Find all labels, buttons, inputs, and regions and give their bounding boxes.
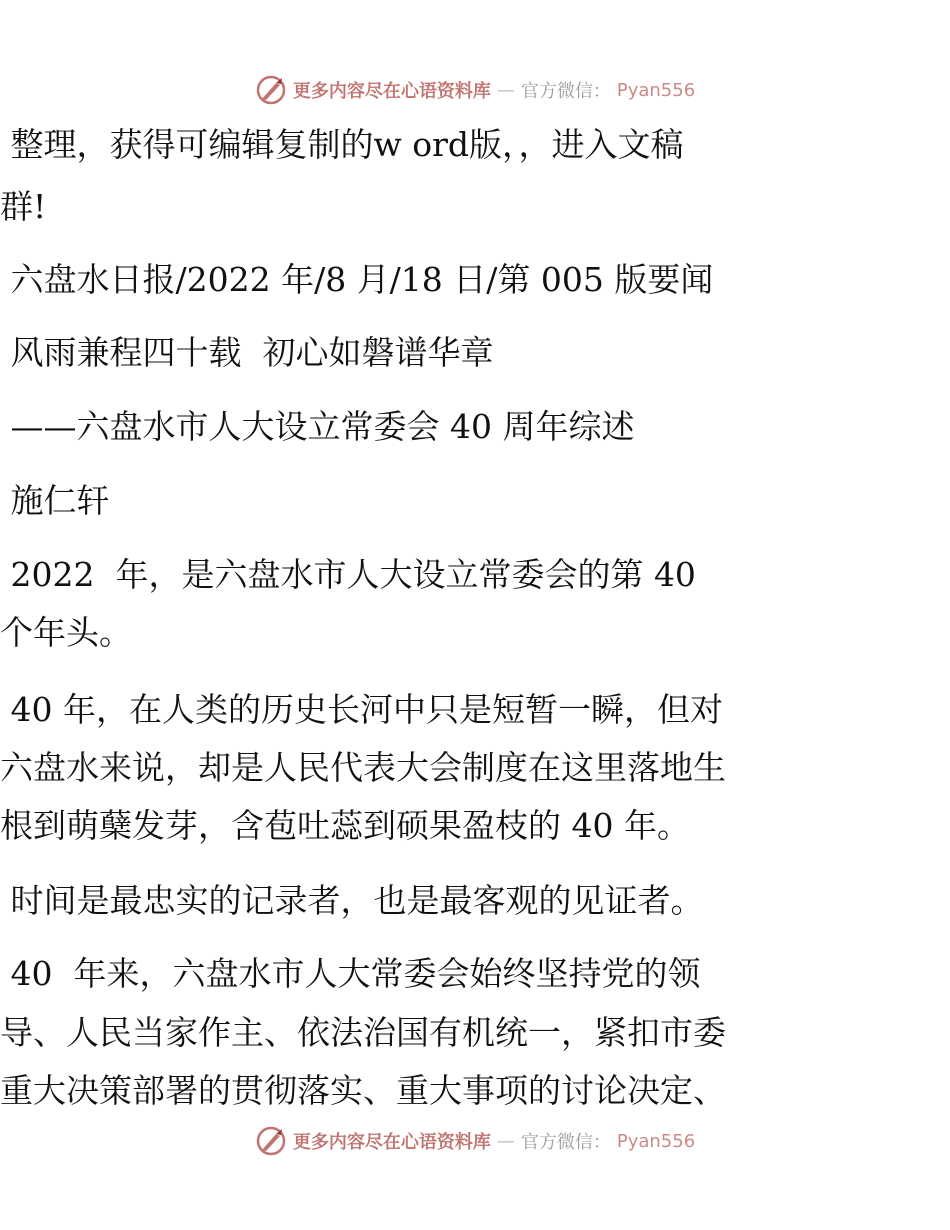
text-line: 群! — [0, 187, 47, 226]
text-line: 导、人民当家作主、依法治国有机统一，紧扣市委 — [0, 1013, 726, 1052]
watermark-main-text: 更多内容尽在心语资料库 — [292, 1132, 491, 1153]
watermark-separator: — — [496, 1130, 515, 1152]
text-line: 整理，获得可编辑复制的w ord版，，进入文稿 — [0, 125, 684, 164]
text-line: 六盘水来说，却是人民代表大会制度在这里落地生 — [0, 748, 726, 787]
watermark-separator: — — [496, 79, 515, 101]
text-line: 40 年来，六盘水市人大常委会始终坚持党的领 — [0, 954, 701, 993]
text-line: 风雨兼程四十载 初心如磐谱华章 — [0, 333, 494, 372]
header-watermark — [0, 74, 950, 106]
watermark-main-text: 更多内容尽在心语资料库 — [292, 81, 491, 102]
text-line: 个年头。 — [0, 613, 132, 652]
watermark-wechat-label: 官方微信： — [520, 1132, 611, 1153]
watermark-wechat-id: Pyan556 — [616, 1130, 696, 1152]
quill-logo-icon — [255, 1125, 287, 1157]
footer-watermark — [0, 1125, 950, 1157]
watermark-wechat-label: 官方微信： — [520, 81, 611, 102]
quill-logo-icon — [255, 74, 287, 106]
text-line: 2022 年，是六盘水市人大设立常委会的第 40 — [0, 555, 696, 594]
text-line: ——六盘水市人大设立常委会 40 周年综述 — [0, 407, 635, 446]
text-line: 根到萌蘖发芽，含苞吐蕊到硕果盈枝的 40 年。 — [0, 806, 690, 845]
text-line: 重大决策部署的贯彻落实、重大事项的讨论决定、 — [0, 1071, 726, 1110]
text-line: 时间是最忠实的记录者，也是最客观的见证者。 — [0, 881, 704, 920]
text-line: 六盘水日报/2022 年/8 月/18 日/第 005 版要闻 — [0, 260, 714, 299]
watermark-wechat-id: Pyan556 — [616, 79, 696, 101]
text-line: 40 年，在人类的历史长河中只是短暂一瞬，但对 — [0, 690, 723, 729]
text-line: 施仁轩 — [0, 481, 110, 520]
